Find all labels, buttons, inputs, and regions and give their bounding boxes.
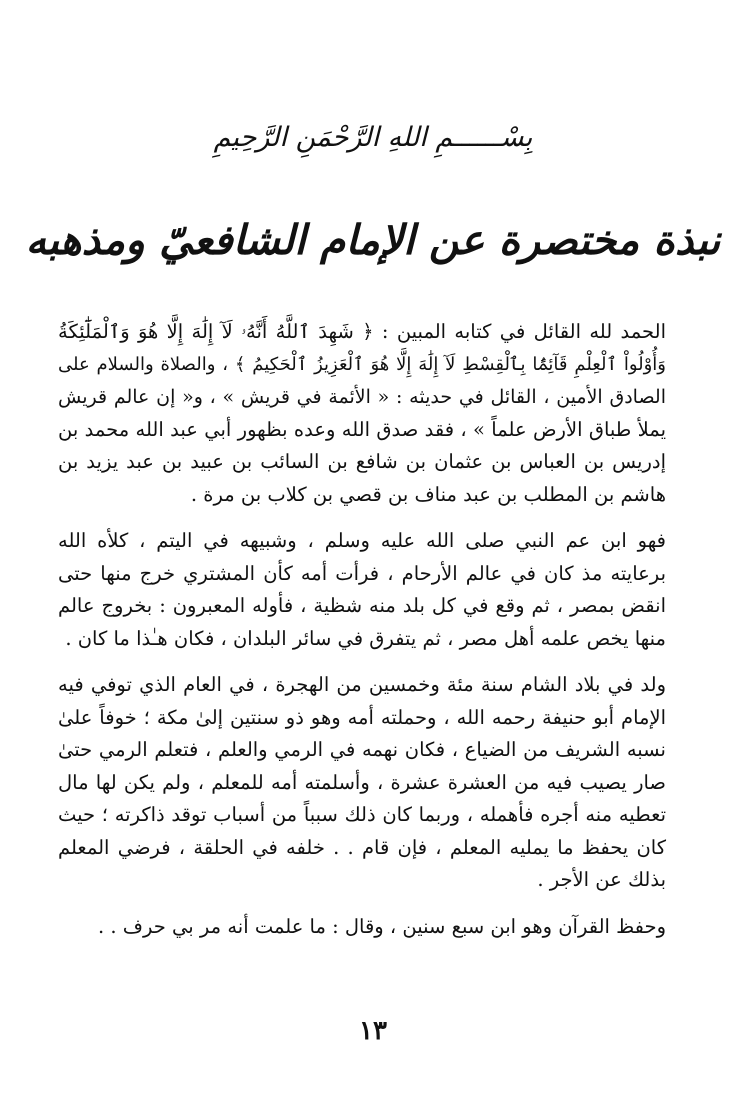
text-line: صار يصيب فيه من العشرة عشرة ، وأسلمته أمه للمعلم ، ولم يكن لها مال	[58, 770, 666, 794]
text-line: انقض بمصر ، ثم وقع في كل بلد منه شظية ، فأوله المعبرون : بخروج عالم	[58, 594, 666, 617]
text-line: إدريس بن العباس بن عثمان بن شافع بن السائب بن عبيد بن عبد يزيد بن	[58, 450, 666, 473]
paragraph-3	[58, 669, 690, 897]
text-line: الإمام أبو حنيفة رحمه الله ، وحملته أمه وهو ذو سنتين إلىٰ مكة ؛ خوفاً علىٰ	[58, 705, 667, 729]
paragraph-2	[58, 525, 690, 655]
page-number: ١٣	[359, 1016, 387, 1046]
text-line: ولد في بلاد الشام سنة مئة وخمسين من الهجرة ، في العام الذي توفي فيه	[58, 673, 666, 696]
text-line: وَأُوْلُواْ ٱلْعِلْمِ قَآئِمًۢا بِٱلْقِسْطِ لَآ إِلَٰهَ إِلَّا هُوَ ٱلْعَزِيزُ ٱلْحَكِيمُ ﴾ ، والصلاة والسلام على	[58, 353, 666, 375]
text-line: هاشم بن المطلب بن عبد مناف بن قصي بن كلاب بن مرة .	[190, 482, 666, 506]
paragraph-4	[58, 911, 690, 944]
body-text	[58, 316, 690, 957]
text-line: الحمد لله القائل في كتابه المبين : ﴿ شَهِدَ ٱللَّهُ أَنَّهُۥ لَآ إِلَٰهَ إِلَّا هُوَ وَٱلْمَلَٰٓئِكَةُ	[58, 320, 666, 343]
paragraph-1	[58, 316, 690, 511]
text-line: نسبه الشريف من الضياع ، فكان نهمه في الرمي والعلم ، فتعلم الرمي حتىٰ	[58, 738, 666, 761]
basmala-heading: بِسْــــــمِ اللهِ الرَّحْمَنِ الرَّحِيمِ	[213, 122, 533, 153]
text-line: بذلك عن الأجر .	[537, 868, 666, 891]
text-line: وحفظ القرآن وهو ابن سبع سنين ، وقال : ما علمت أنه مر بي حرف . .	[98, 914, 666, 938]
text-line: برعايته مذ كان في عالم الأرحام ، فرأت أمه كأن المشتري خرج منها حتى	[58, 561, 666, 585]
text-line: فهو ابن عم النبي صلى الله عليه وسلم ، وشبيهه في اليتم ، كلأه الله	[58, 529, 666, 552]
text-line: كان يحفظ ما يمليه المعلم ، فإن قام . . خلفه في الحلقة ، فرضي المعلم	[58, 835, 666, 859]
text-line: الصادق الأمين ، القائل في حديثه : « الأئمة في قريش » ، و« إن عالم قريش	[58, 386, 666, 408]
text-line: يملأ طباق الأرض علماً » ، فقد صدق الله وعده بظهور أبي عبد الله محمد بن	[58, 417, 666, 441]
text-line: تعطيه منه أجره فأهمله ، وربما كان ذلك سبباً من أسباب توقد ذاكرته ؛ حيث	[58, 803, 666, 826]
text-line: منها يخص علمه أهل مصر ، ثم يتفرق في سائر البلدان ، فكان هـٰذا ما كان .	[65, 626, 666, 650]
page-title: نبذة مختصرة عن الإمام الشافعيّ ومذهبه	[25, 216, 721, 264]
